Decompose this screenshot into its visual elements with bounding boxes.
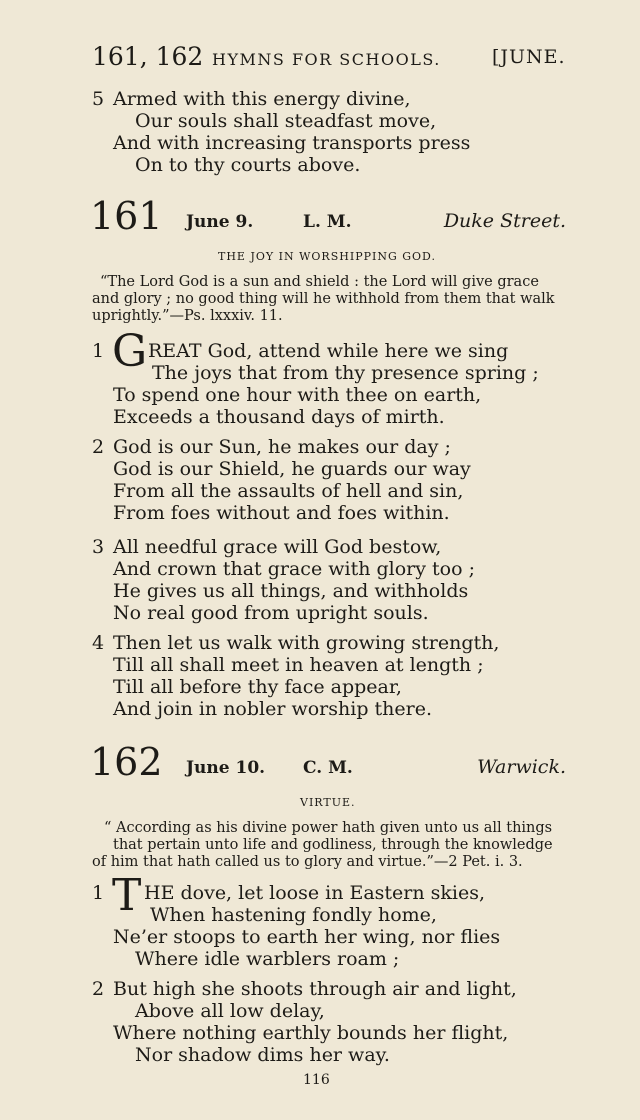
- verse-line: Where nothing earthly bounds her flight,: [113, 1022, 509, 1044]
- verse-line: From foes without and foes within.: [113, 502, 450, 524]
- hymn-subject: VIRTUE.: [300, 796, 356, 809]
- stanza-number: 1: [92, 340, 105, 362]
- verse-line: Ne’er stoops to earth her wing, nor flies: [113, 926, 501, 948]
- drop-cap: T: [112, 870, 142, 921]
- verse-line: All needful grace will God bestow,: [113, 536, 442, 558]
- scripture-line: and glory ; no good thing will he withhold from them that walk: [92, 291, 555, 307]
- header-month: [JUNE.: [492, 46, 566, 68]
- verse-line: HE dove, let loose in Eastern skies,: [144, 882, 486, 904]
- stanza-number: 4: [92, 632, 105, 654]
- stanza-number: 5: [92, 88, 105, 110]
- page-number: 116: [303, 1072, 330, 1088]
- scripture-line: uprightly.”—Ps. lxxxiv. 11.: [92, 308, 283, 324]
- header-hymn-numbers: 161, 162: [92, 42, 204, 71]
- verse-line: Armed with this energy divine,: [113, 88, 411, 110]
- verse-line: God is our Sun, he makes our day ;: [113, 436, 451, 458]
- verse-line: God is our Shield, he guards our way: [113, 458, 471, 480]
- verse-line: And crown that grace with glory too ;: [113, 558, 475, 580]
- hymn-meter: C. M.: [303, 758, 353, 778]
- verse-line: On to thy courts above.: [135, 154, 361, 176]
- stanza-number: 3: [92, 536, 105, 558]
- hymn-number: 162: [90, 740, 163, 784]
- scripture-line: that pertain unto life and godliness, through the knowledge: [113, 837, 553, 853]
- hymn-date: June 10.: [186, 758, 266, 778]
- verse-line: Then let us walk with growing strength,: [113, 632, 500, 654]
- verse-line: Above all low delay,: [135, 1000, 325, 1022]
- scripture-line: “The Lord God is a sun and shield : the Lord will give grace: [100, 274, 539, 290]
- verse-line: To spend one hour with thee on earth,: [113, 384, 482, 406]
- header-book-title: HYMNS FOR SCHOOLS.: [212, 50, 441, 69]
- verse-line: From all the assaults of hell and sin,: [113, 480, 464, 502]
- verse-line: Till all before thy face appear,: [113, 676, 402, 698]
- scripture-line: “ According as his divine power hath given unto us all things: [104, 820, 553, 836]
- verse-line: He gives us all things, and withholds: [113, 580, 469, 602]
- verse-line: And join in nobler worship there.: [113, 698, 433, 720]
- verse-line: No real good from upright souls.: [113, 602, 429, 624]
- verse-line: When hastening fondly home,: [150, 904, 437, 926]
- verse-line: REAT God, attend while here we sing: [148, 340, 509, 362]
- hymn-tune: Warwick.: [477, 756, 566, 778]
- verse-line: Where idle warblers roam ;: [135, 948, 400, 970]
- scripture-line: of him that hath called us to glory and virtue.”—2 Pet. i. 3.: [92, 854, 523, 870]
- hymn-number: 161: [90, 194, 163, 238]
- hymn-date: June 9.: [186, 212, 254, 232]
- stanza-number: 1: [92, 882, 105, 904]
- stanza-number: 2: [92, 978, 105, 1000]
- hymn-tune: Duke Street.: [443, 210, 566, 232]
- verse-line: The joys that from thy presence spring ;: [152, 362, 539, 384]
- stanza-number: 2: [92, 436, 105, 458]
- hymn-meter: L. M.: [303, 212, 352, 232]
- hymn-subject: THE JOY IN WORSHIPPING GOD.: [218, 250, 436, 263]
- verse-line: And with increasing transports press: [113, 132, 471, 154]
- drop-cap: G: [112, 326, 148, 377]
- verse-line: But high she shoots through air and light,: [113, 978, 517, 1000]
- verse-line: Till all shall meet in heaven at length ;: [113, 654, 484, 676]
- verse-line: Nor shadow dims her way.: [135, 1044, 390, 1066]
- verse-line: Our souls shall steadfast move,: [135, 110, 437, 132]
- verse-line: Exceeds a thousand days of mirth.: [113, 406, 445, 428]
